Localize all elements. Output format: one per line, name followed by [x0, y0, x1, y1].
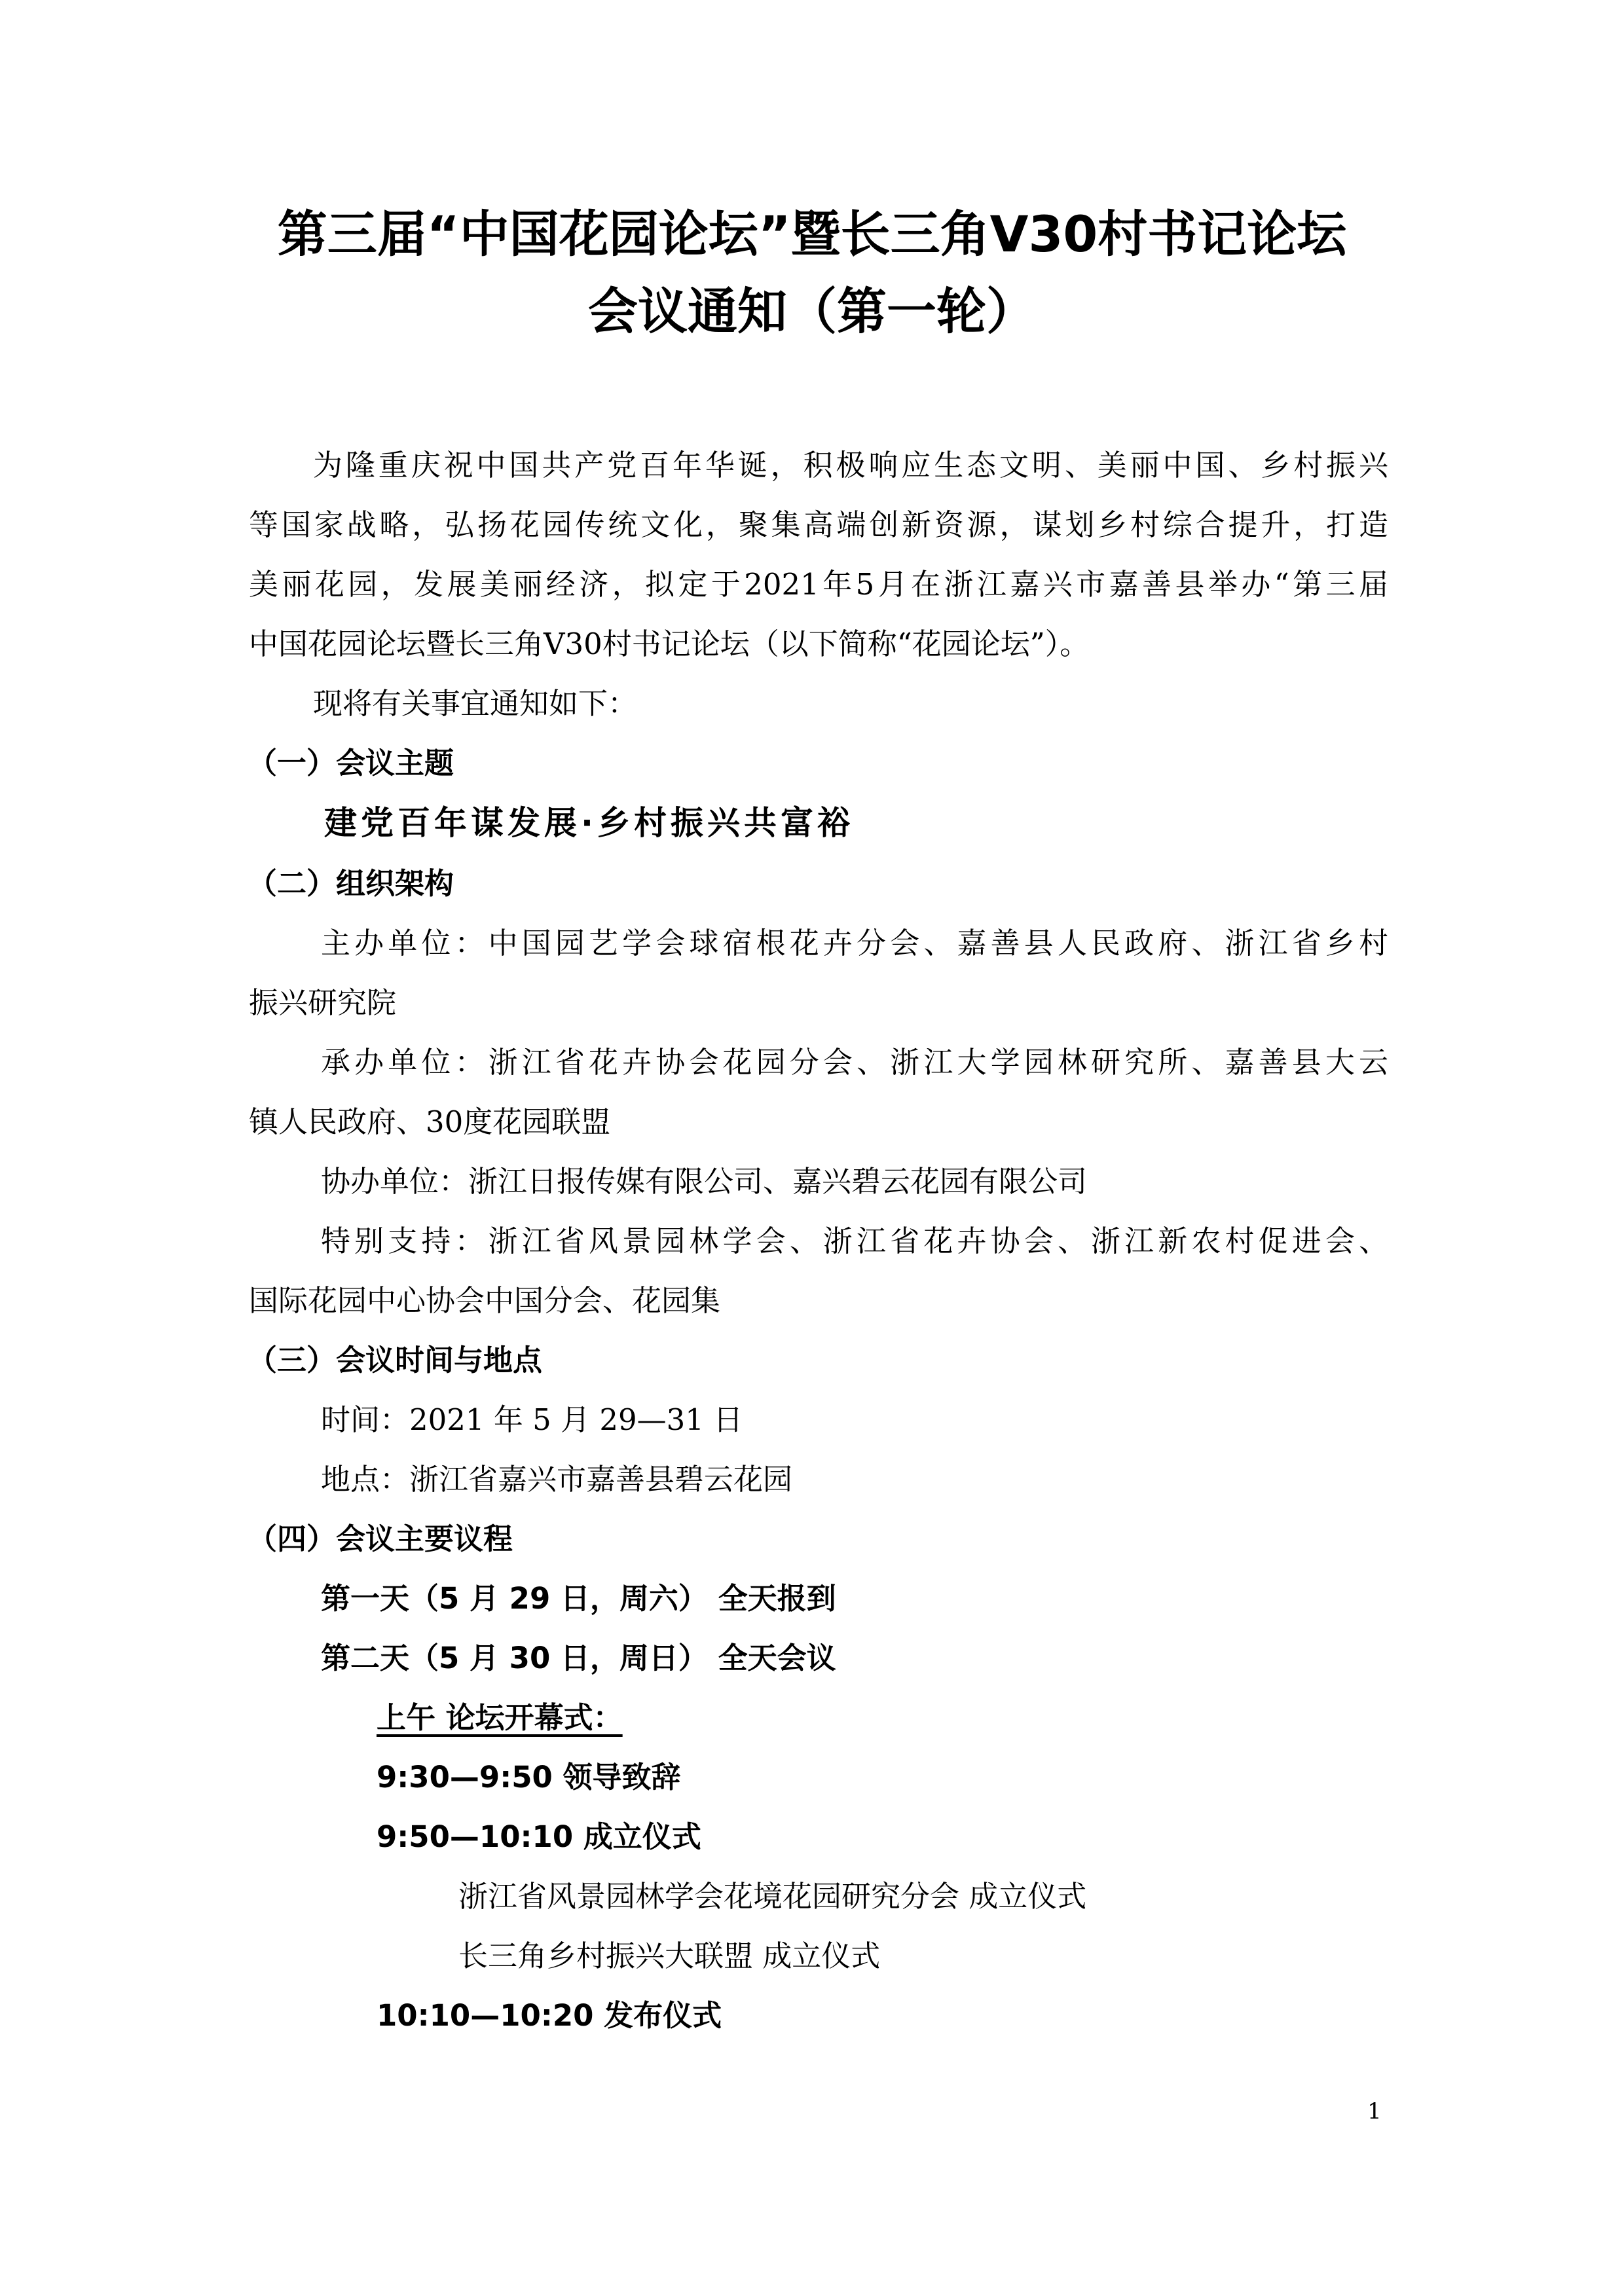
organizer-units-line-2: 镇人民政府、30度花园联盟 [249, 1104, 611, 1139]
host-units-line-2: 振兴研究院 [249, 985, 397, 1020]
special-support-line-2: 国际花园中心协会中国分会、花园集 [249, 1283, 721, 1318]
agenda-morning-label: 上午 论坛开幕式： [377, 1700, 623, 1735]
agenda-subitem-garden-branch: 浙江省风景园林学会花境花园研究分会 成立仪式 [458, 1879, 1087, 1914]
section-heading-organization: （二）组织架构 [248, 866, 454, 901]
agenda-subitem-rural-alliance: 长三角乡村振兴大联盟 成立仪式 [458, 1939, 881, 1973]
meeting-time: 时间：2021 年 5 月 29—31 日 [321, 1402, 743, 1437]
co-organizer-units: 协办单位：浙江日报传媒有限公司、嘉兴碧云花园有限公司 [321, 1164, 1088, 1199]
section-heading-agenda: （四）会议主要议程 [248, 1522, 513, 1556]
section-heading-time-place: （三）会议时间与地点 [248, 1343, 543, 1377]
section-heading-theme: （一）会议主题 [248, 746, 454, 780]
intro-line-2: 等国家战略，弘扬花园传统文化，聚集高端创新资源，谋划乡村综合提升，打造 [249, 507, 1388, 542]
meeting-theme: 建党百年谋发展·乡村振兴共富裕 [324, 804, 854, 842]
intro-line-4: 中国花园论坛暨长三角V30村书记论坛（以下简称“花园论坛”）。 [249, 627, 1090, 661]
agenda-day-1: 第一天（5 月 29 日，周六） 全天报到 [321, 1581, 836, 1616]
document-title: 第三届“中国花园论坛”暨长三角V30村书记论坛 [277, 205, 1347, 263]
organizer-units-line-1: 承办单位：浙江省花卉协会花园分会、浙江大学园林研究所、嘉善县大云 [321, 1045, 1388, 1080]
host-units-line-1: 主办单位：中国园艺学会球宿根花卉分会、嘉善县人民政府、浙江省乡村 [321, 926, 1388, 960]
page-number: 1 [1367, 2098, 1382, 2124]
intro-notice: 现将有关事宜通知如下： [313, 686, 638, 721]
special-support-line-1: 特别支持：浙江省风景园林学会、浙江省花卉协会、浙江新农村促进会、 [321, 1224, 1388, 1258]
agenda-item-founding-ceremony: 9:50—10:10 成立仪式 [377, 1819, 701, 1854]
intro-line-1: 为隆重庆祝中国共产党百年华诞，积极响应生态文明、美丽中国、乡村振兴 [313, 448, 1388, 483]
agenda-day-2: 第二天（5 月 30 日，周日） 全天会议 [321, 1641, 836, 1675]
meeting-place: 地点：浙江省嘉兴市嘉善县碧云花园 [321, 1462, 793, 1497]
intro-line-3: 美丽花园，发展美丽经济，拟定于2021年5月在浙江嘉兴市嘉善县举办“第三届 [249, 567, 1388, 602]
document-subtitle: 会议通知（第一轮） [588, 282, 1036, 340]
agenda-item-leader-speech: 9:30—9:50 领导致辞 [377, 1760, 681, 1795]
agenda-item-release-ceremony: 10:10—10:20 发布仪式 [377, 1998, 722, 2033]
